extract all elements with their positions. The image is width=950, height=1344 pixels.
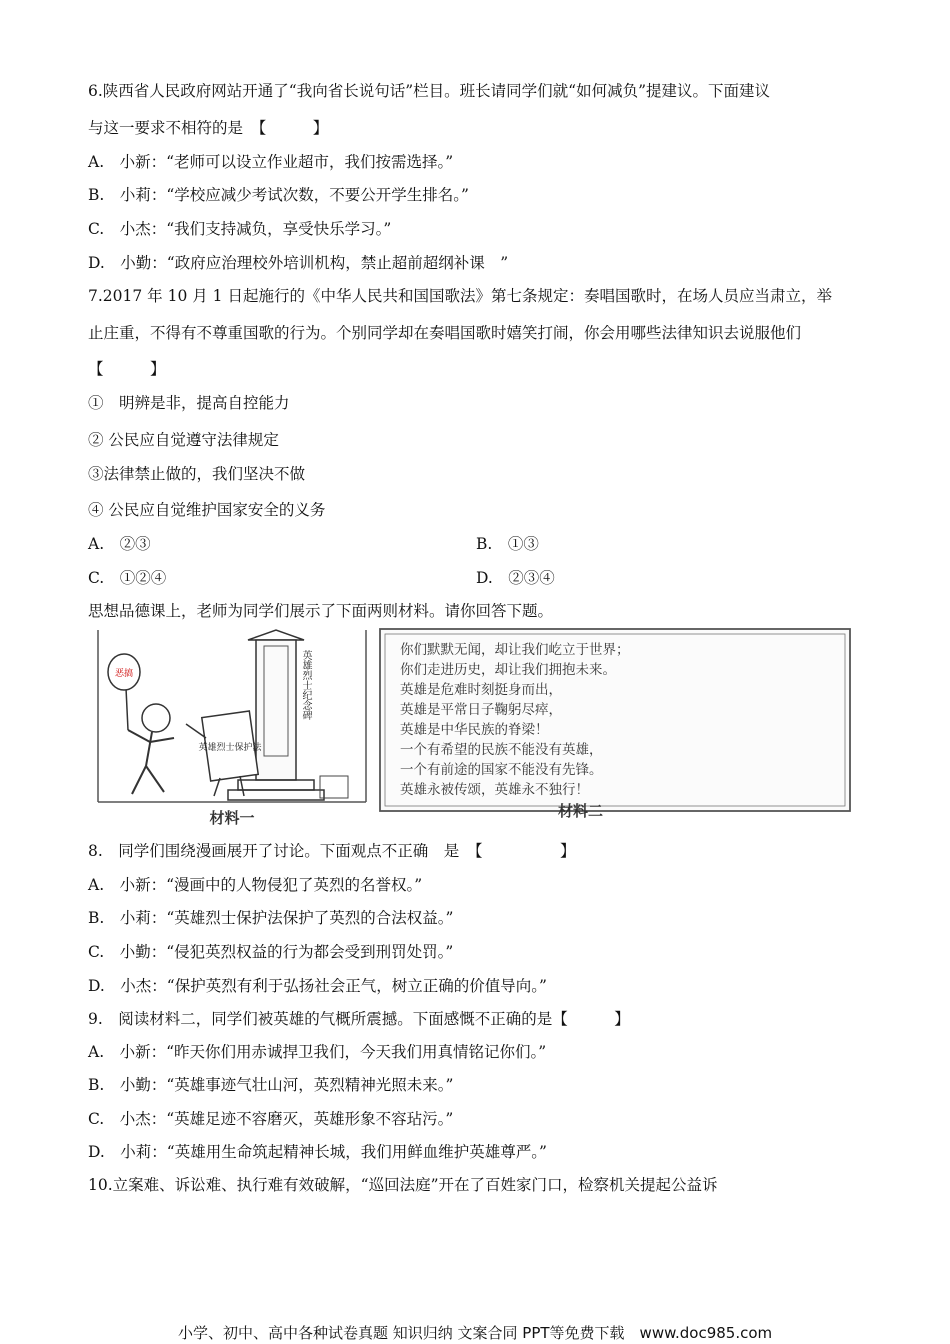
q9-option-d: D. 小莉：“英雄用生命筑起精神长城，我们用鲜血维护英雄尊严。” — [88, 1143, 547, 1161]
sign-text: 恶搞 — [114, 669, 134, 679]
q7-stem-line2: 止庄重，不得有不尊重国歌的行为。个别同学却在奏唱国歌时嬉笑打闹，你会用哪些法律知识去说服他们 — [88, 324, 802, 342]
poem-line-3: 英雄是危难时刻挺身而出， — [400, 682, 562, 698]
q7-item-2: ② 公民应自觉遵守法律规定 — [88, 431, 279, 449]
poem-line-2: 你们走进历史，却让我们拥抱未来。 — [400, 662, 616, 678]
q9-stem: 9. 阅读材料二，同学们被英雄的气概所震撼。下面感慨不正确的是【 】 — [88, 1010, 630, 1028]
q9-option-c: C. 小杰：“英雄足迹不容磨灭，英雄形象不容玷污。” — [88, 1110, 454, 1128]
poem-line-5: 英雄是中华民族的脊梁！ — [400, 722, 549, 738]
q7-option-a: A. ②③ — [88, 535, 151, 553]
law-book-label: 英雄烈士保护法 — [198, 743, 262, 753]
material-two-caption: 材料二 — [558, 802, 604, 820]
q8-option-b: B. 小莉：“英雄烈士保护法保护了英烈的合法权益。” — [88, 909, 454, 927]
material-one-caption: 材料一 — [209, 809, 255, 827]
q6-stem-line2: 与这一要求不相符的是 【 】 — [88, 119, 329, 137]
q7-item-1: ① 明辨是非，提高自控能力 — [88, 394, 290, 412]
footer-ad-text: 小学、初中、高中各种试卷真题 知识归纳 文案合同 PPT等免费下载 www.doc985.com — [178, 1324, 773, 1342]
q7-item-4: ④ 公民应自觉维护国家安全的义务 — [88, 501, 326, 519]
materials-intro: 思想品德课上，老师为同学们展示了下面两则材料。请你回答下题。 — [88, 602, 554, 620]
poem-line-7: 一个有前途的国家不能没有先锋。 — [400, 762, 603, 778]
q6-option-c: C. 小杰：“我们支持减负，享受快乐学习。” — [88, 220, 392, 238]
q10-stem: 10.立案难、诉讼难、执行难有效破解，“巡回法庭”开在了百姓家门口，检察机关提起公益诉 — [88, 1176, 718, 1194]
q7-option-d: D. ②③④ — [476, 569, 555, 587]
poem-line-4: 英雄是平常日子鞠躬尽瘁， — [400, 702, 562, 718]
q7-option-c: C. ①②④ — [88, 569, 167, 587]
material-one-cartoon — [98, 630, 366, 827]
materials-figure — [88, 626, 858, 836]
q8-option-a: A. 小新：“漫画中的人物侵犯了英烈的名誉权。” — [88, 876, 423, 894]
poem-line-8: 英雄永被传颂，英雄永不独行！ — [400, 782, 589, 798]
q8-stem: 8. 同学们围绕漫画展开了讨论。下面观点不正确 是 【 】 — [88, 842, 576, 860]
q7-option-b: B. ①③ — [476, 535, 539, 553]
q8-option-c: C. 小勤：“侵犯英烈权益的行为都会受到刑罚处罚。” — [88, 943, 454, 961]
q6-stem-line1: 6.陕西省人民政府网站开通了“我向省长说句话”栏目。班长请同学们就“如何减负”提建议。下面建议 — [88, 82, 770, 100]
q8-option-d: D. 小杰：“保护英烈有利于弘扬社会正气，树立正确的价值导向。” — [88, 977, 547, 995]
q7-item-3: ③法律禁止做的，我们坚决不做 — [88, 465, 306, 483]
poem-line-6: 一个有希望的民族不能没有英雄， — [400, 742, 603, 758]
q6-option-d: D. 小勤：“政府应治理校外培训机构，禁止超前超纲补课 ” — [88, 254, 509, 272]
monument-inscription-text: 英雄烈士纪念碑 — [241, 650, 311, 661]
q7-answer-bracket: 【 】 — [88, 360, 166, 378]
q7-stem-line1: 7.2017 年 10 月 1 日起施行的《中华人民共和国国歌法》第七条规定：奏唱国歌时，在场人员应当肃立，举 — [88, 287, 832, 305]
poem-line-1: 你们默默无闻，却让我们屹立于世界； — [400, 642, 630, 658]
q6-option-a: A. 小新：“老师可以设立作业超市，我们按需选择。” — [88, 153, 454, 171]
q9-option-b: B. 小勤：“英雄事迹气壮山河，英烈精神光照未来。” — [88, 1076, 454, 1094]
q9-option-a: A. 小新：“昨天你们用赤诚捍卫我们，今天我们用真情铭记你们。” — [88, 1043, 547, 1061]
q6-option-b: B. 小莉：“学校应减少考试次数，不要公开学生排名。” — [88, 186, 469, 204]
material-two-poem — [380, 629, 850, 820]
